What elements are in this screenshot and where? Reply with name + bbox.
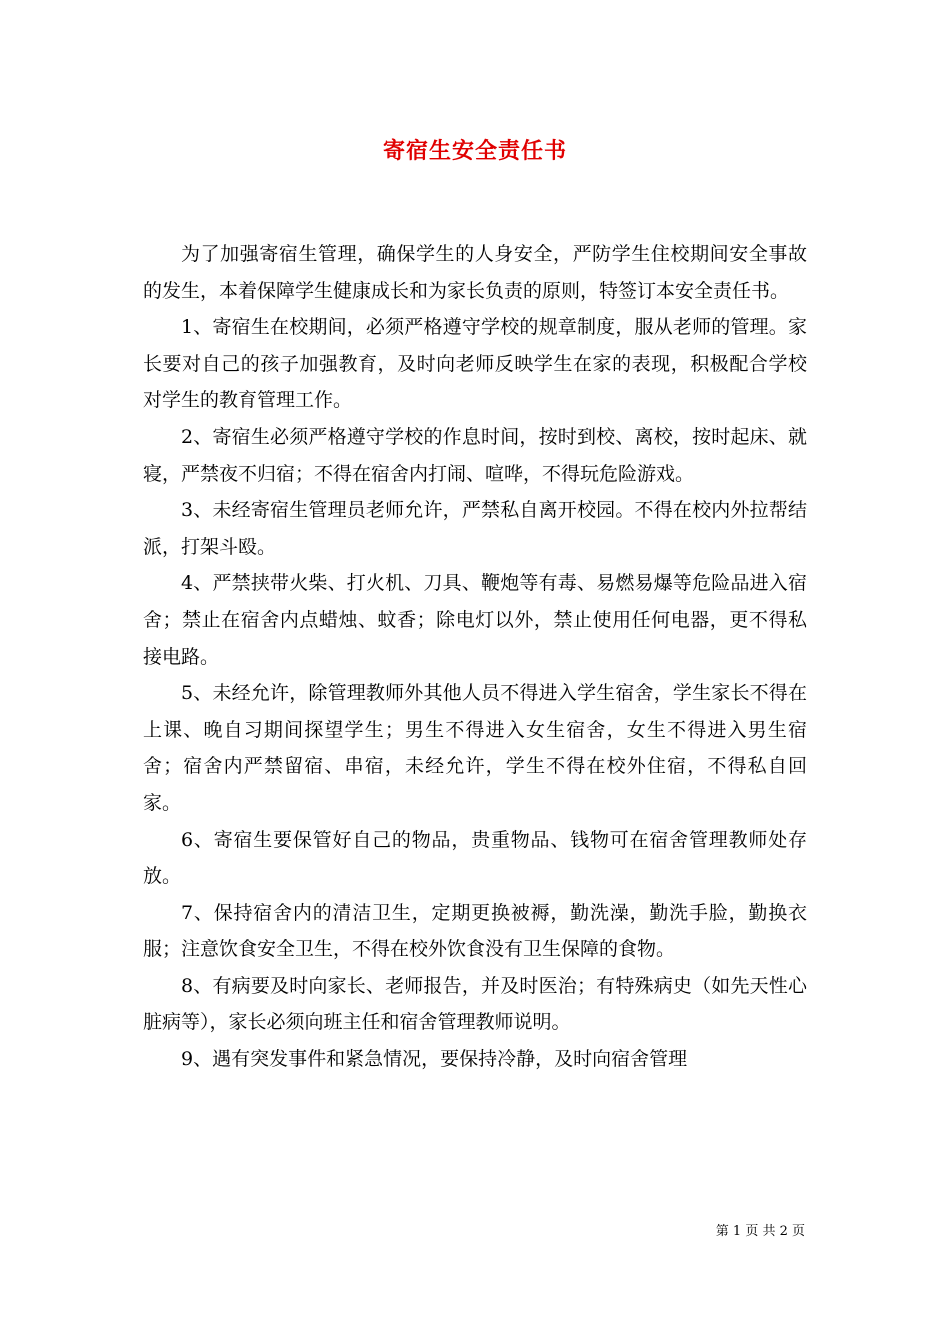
document-body xyxy=(143,236,807,1078)
clause-1: 1、寄宿生在校期间，必须严格遵守学校的规章制度，服从老师的管理。家长要对自己的孩子加强教育，及时向老师反映学生在家的表现，积极配合学校对学生的教育管理工作。 xyxy=(143,316,807,412)
clause-6: 6、寄宿生要保管好自己的物品，贵重物品、钱物可在宿舍管理教师处存放。 xyxy=(143,828,807,888)
clause-2: 2、寄宿生必须严格遵守学校的作息时间，按时到校、离校，按时起床、就寝，严禁夜不归宿；不得在宿舍内打闹、喧哗，不得玩危险游戏。 xyxy=(143,425,807,485)
page-number-footer: 第 1 页 共 2 页 xyxy=(715,1224,805,1239)
intro-paragraph: 为了加强寄宿生管理，确保学生的人身安全，严防学生住校期间安全事故的发生，本着保障学生健康成长和为家长负责的原则，特签订本安全责任书。 xyxy=(143,243,807,302)
clause-9: 9、遇有突发事件和紧急情况，要保持冷静，及时向宿舍管理 xyxy=(181,1048,688,1071)
clause-4: 4、严禁挟带火柴、打火机、刀具、鞭炮等有毒、易燃易爆等危险品进入宿舍；禁止在宿舍内点蜡烛、蚊香；除电灯以外，禁止使用任何电器，更不得私接电路。 xyxy=(143,572,807,668)
clause-3: 3、未经寄宿生管理员老师允许，严禁私自离开校园。不得在校内外拉帮结派，打架斗殴。 xyxy=(143,499,807,558)
document-title: 寄宿生安全责任书 xyxy=(382,138,567,164)
clause-8: 8、有病要及时向家长、老师报告，并及时医治；有特殊病史（如先天性心脏病等），家长必须向班主任和宿舍管理教师说明。 xyxy=(143,974,807,1034)
clause-5: 5、未经允许，除管理教师外其他人员不得进入学生宿舍，学生家长不得在上课、晚自习期间探望学生；男生不得进入女生宿舍，女生不得进入男生宿舍；宿舍内严禁留宿、串宿，未经允许，学生不得在校外住宿，不得私自回家。 xyxy=(143,682,807,814)
clause-7: 7、保持宿舍内的清洁卫生，定期更换被褥，勤洗澡，勤洗手脸，勤换衣服；注意饮食安全卫生，不得在校外饮食没有卫生保障的食物。 xyxy=(143,901,807,961)
